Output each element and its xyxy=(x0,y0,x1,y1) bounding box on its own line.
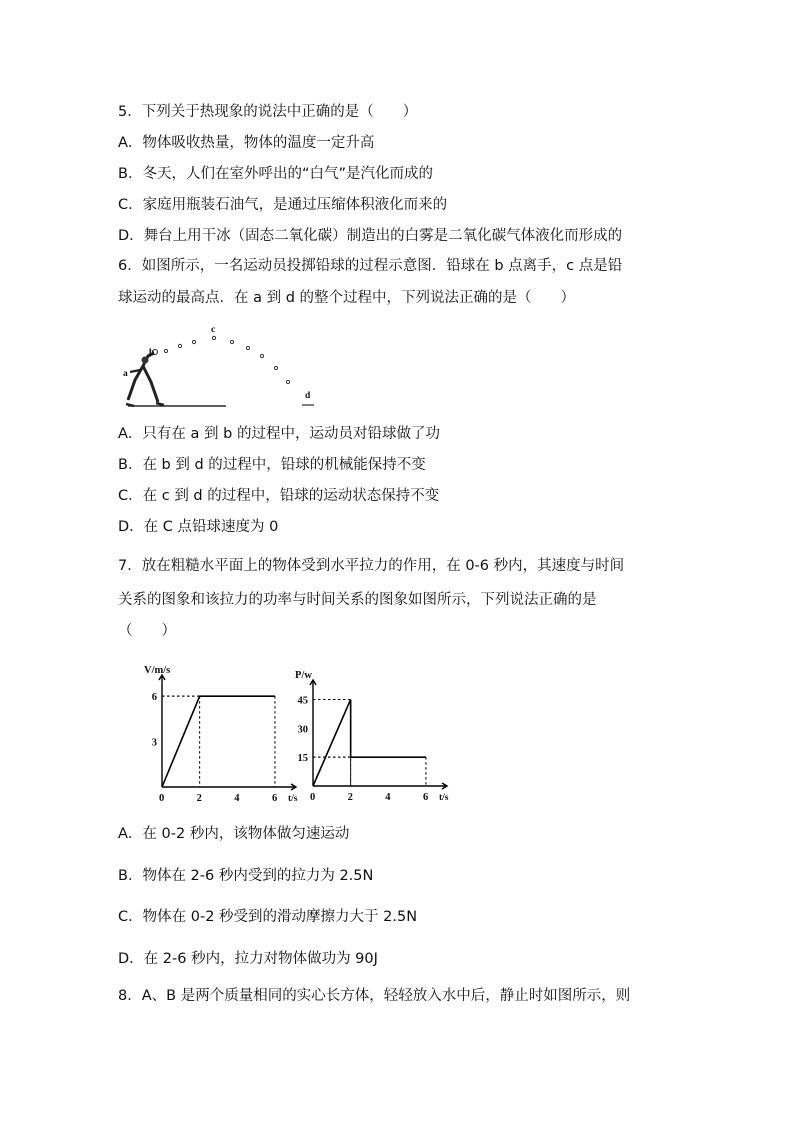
point-b-label: b xyxy=(149,348,155,358)
trajectory-dot xyxy=(274,366,277,369)
q6-stem-line1: 6．如图所示，一名运动员投掷铅球的过程示意图．铅球在 b 点离手，c 点是铅 xyxy=(118,258,623,274)
power-series-line xyxy=(313,699,426,786)
x-tick-label: 4 xyxy=(234,793,240,804)
trajectory-dot xyxy=(286,380,289,383)
y-axis-label: P/w xyxy=(295,670,312,681)
q7-stem-line3: （ ） xyxy=(118,623,176,639)
q7-stem-line1: 7．放在粗糙水平面上的物体受到水平拉力的作用，在 0-6 秒内，其速度与时间 xyxy=(118,558,625,574)
trajectory-dots xyxy=(164,336,289,383)
trajectory-dot xyxy=(260,354,263,357)
q6-option-c: C．在 c 到 d 的过程中，铅球的运动状态保持不变 xyxy=(118,488,440,504)
x-tick-label: 6 xyxy=(271,793,278,804)
q6-stem-line2: 球运动的最高点．在 a 到 d 的整个过程中，下列说法正确的是（ ） xyxy=(118,290,576,306)
y-tick-label: 3 xyxy=(151,737,157,749)
shot-put-figure xyxy=(118,320,328,410)
point-c-dot xyxy=(212,336,215,339)
q6-option-a: A．只有在 a 到 b 的过程中，运动员对铅球做了功 xyxy=(118,426,440,442)
trajectory-dot xyxy=(164,349,167,352)
q5-option-c: C．家庭用瓶装石油气，是通过压缩体积液化而来的 xyxy=(118,197,448,213)
point-d-label: d xyxy=(305,391,311,401)
point-a-label: a xyxy=(123,369,128,379)
x-tick-label: 6 xyxy=(422,792,429,803)
y-tick-label: 15 xyxy=(297,753,308,765)
y-tick-label: 30 xyxy=(297,724,308,736)
y-tick-label: 45 xyxy=(297,695,308,707)
q5-stem: 5．下列关于热现象的说法中正确的是（ ） xyxy=(118,104,418,120)
q6-option-b: B．在 b 到 d 的过程中，铅球的机械能保持不变 xyxy=(118,457,426,473)
q7-option-d: D．在 2-6 秒内，拉力对物体做功为 90J xyxy=(118,951,378,967)
q6-option-d: D．在 C 点铅球速度为 0 xyxy=(118,519,279,535)
velocity-time-chart xyxy=(140,655,300,805)
q7-stem-line2: 关系的图象和该拉力的功率与时间关系的图象如图所示，下列说法正确的是 xyxy=(118,592,597,608)
trajectory-dot xyxy=(178,344,181,347)
athlete-figure xyxy=(126,350,164,407)
x-tick-label: 4 xyxy=(385,792,391,803)
q7-option-c: C．物体在 0-2 秒受到的滑动摩擦力大于 2.5N xyxy=(118,909,418,925)
q5-option-a: A．物体吸收热量，物体的温度一定升高 xyxy=(118,135,375,151)
x-axis-label: t/s xyxy=(288,794,298,804)
q8-stem-line1: 8．A、B 是两个质量相同的实心长方体，轻轻放入水中后，静止时如图所示，则 xyxy=(118,988,631,1004)
trajectory-dot xyxy=(246,346,249,349)
x-axis-label: t/s xyxy=(439,793,449,803)
q7-option-a: A．在 0-2 秒内，该物体做匀速运动 xyxy=(118,826,350,842)
velocity-series-line xyxy=(162,696,275,787)
trajectory-dot xyxy=(192,340,195,343)
y-axis-label: V/m/s xyxy=(144,665,171,676)
x-tick-label: 2 xyxy=(347,792,353,803)
y-tick-label: 6 xyxy=(151,692,157,704)
point-c-label: c xyxy=(211,325,216,335)
q5-option-d: D．舞台上用干冰（固态二氧化碳）制造出的白雾是二氧化碳气体液化而形成的 xyxy=(118,228,623,244)
q5-option-b: B．冬天，人们在室外呼出的“白气”是汽化而成的 xyxy=(118,166,433,182)
x-tick-label: 2 xyxy=(196,793,202,804)
power-time-chart xyxy=(285,662,449,807)
q7-option-b: B．物体在 2-6 秒内受到的拉力为 2.5N xyxy=(118,868,374,884)
x-tick-label: 0 xyxy=(159,793,165,804)
x-tick-label: 0 xyxy=(310,792,316,803)
trajectory-dot xyxy=(230,340,233,343)
